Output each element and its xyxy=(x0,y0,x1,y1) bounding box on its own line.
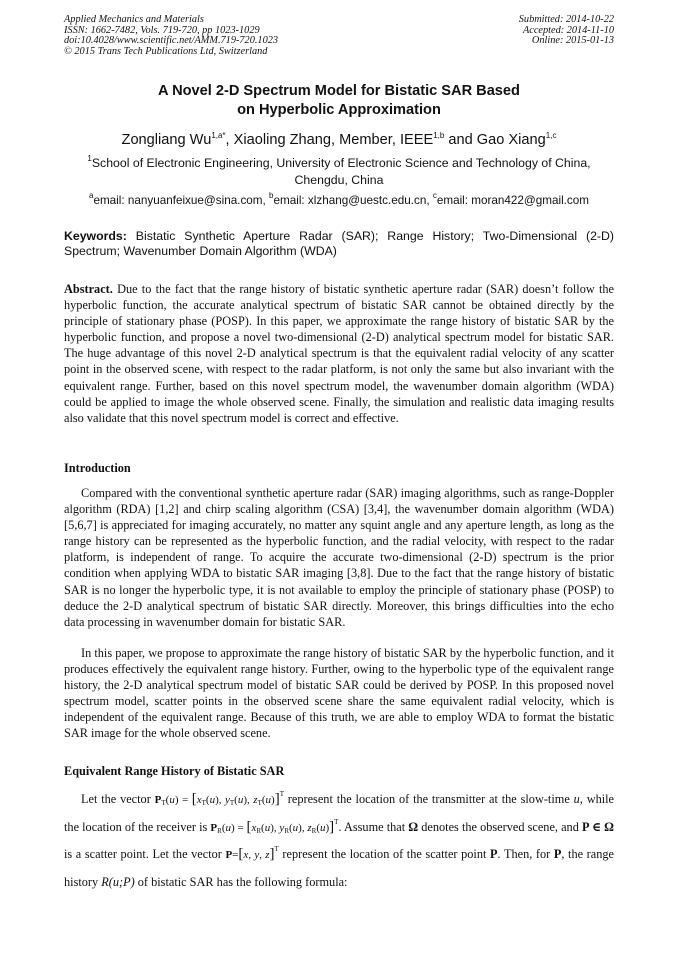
text-run: represent the location of the transmitter at the slow-time xyxy=(283,792,574,806)
receiver-vector-formula: $P_R(u) = [x_R(u)$, $y_R(u)$, $z_R(u)]^T$ xyxy=(210,817,339,835)
abstract-text: Due to the fact that the range history of bistatic synthetic aperture radar (SAR) doesn’t follow the hyperbolic function, the accurate analytical spectrum of bistatic SAR cannot be obtained directly by the principle of stationary phase (POSP). In this paper, we approximate the range history of bistatic SAR by the hyperbolic function, and propose a novel two-dimensional (2-D) analytical spectrum model for bistatic SAR. The huge advantage of this novel 2-D analytical spectrum is that the equivalent radial velocity of any scatter point in the observed scene, with respect to the radar platform, is not only the same but also invariant with the equivalent range. Further, based on this novel spectrum model, the wavenumber domain algorithm (WDA) could be applied to image the whole observed scene. Finally, the simulation and realistic data imaging results also validate that this novel spectrum model is correct and effective. xyxy=(64,282,614,425)
text-run: Let the vector xyxy=(81,792,155,806)
introduction-paragraph-2: In this paper, we propose to approximate the range history of bistatic SAR by the hyperbolic function, and it produces effectively the equivalent range history. Further, owing to the hyperbolic type of the equivalent range history, the 2-D analytical spectrum model of bistatic SAR could be derived by POSP. In this proposed novel spectrum model, scatter points in the observed scene share the same equivalent radial velocity, which is independent of the equivalent range. Because of this truth, we are able to employ WDA to format the bistatic SAR image for the whole observed scene. xyxy=(64,646,614,741)
abstract-label: Abstract. xyxy=(64,282,113,296)
author-2: , Xiaoling Zhang, Member, IEEE xyxy=(225,132,434,148)
author-list xyxy=(40,130,638,150)
abstract xyxy=(64,281,614,426)
section-paragraph-equivalent-range xyxy=(64,786,614,895)
journal-doi: doi:10.4028/www.scientific.net/AMM.719-720.1023 xyxy=(64,35,279,47)
journal-issn: ISSN: 1662-7482, Vols. 719-720, pp 1023-1029 xyxy=(64,24,260,36)
email-c: email: moran422@gmail.com xyxy=(436,194,589,207)
affiliation-text: School of Electronic Engineering, University of Electronic Science and Technology of China, Chengdu, China xyxy=(91,156,591,187)
symbol-u: u xyxy=(573,792,580,806)
journal-header xyxy=(64,15,278,57)
date-submitted: Submitted: 2014-10-22 xyxy=(518,14,614,25)
affiliation xyxy=(64,155,614,188)
symbol-p: P xyxy=(490,847,498,861)
keywords-label: Keywords: xyxy=(64,229,127,243)
journal-name: Applied Mechanics and Materials xyxy=(64,14,204,25)
title-line-2: on Hyperbolic Approximation xyxy=(237,102,441,118)
section-heading-equivalent-range: Equivalent Range History of Bistatic SAR xyxy=(64,764,285,778)
keywords xyxy=(64,229,614,260)
symbol-p-in-omega: P ∈ Ω xyxy=(581,819,615,834)
author-emails xyxy=(40,191,638,208)
text-run: denotes the observed scene, and xyxy=(418,819,582,834)
email-b-sup: b xyxy=(269,191,274,200)
journal-copyright: © 2015 Trans Tech Publications Ltd, Switzerland xyxy=(64,45,268,57)
text-run: , the range history xyxy=(64,847,614,889)
author-3: and Gao Xiang xyxy=(444,132,546,148)
email-a: email: nanyuanfeixue@sina.com, xyxy=(93,194,270,207)
introduction-heading: Introduction xyxy=(64,461,131,475)
affiliation-sup: 1 xyxy=(87,154,92,163)
author-3-sup: 1,c xyxy=(545,131,557,140)
date-accepted: Accepted: 2014-11-10 xyxy=(522,24,614,36)
text-run: represent the location of the scatter point xyxy=(278,847,490,861)
text-run: of bistatic SAR has the following formula: xyxy=(134,874,348,889)
symbol-omega: Ω xyxy=(408,819,419,834)
date-online: Online: 2015-01-13 xyxy=(531,35,614,47)
scatter-vector-formula: P=[x, y, z]$^T$ xyxy=(225,845,279,862)
author-2-sup: 1,b xyxy=(433,131,445,140)
email-a-sup: a xyxy=(88,191,94,200)
submission-dates xyxy=(519,15,614,47)
email-c-sup: c xyxy=(432,191,437,200)
text-run: . Assume that xyxy=(338,819,409,834)
symbol-range-history: R(u;P) xyxy=(101,874,135,889)
text-run: is a scatter point. Let the vector xyxy=(64,847,226,861)
keywords-text: Bistatic Synthetic Aperture Radar (SAR); Range History; Two-Dimensional (2-D) Spectrum; Wavenumber Domain Algorithm (WDA) xyxy=(64,229,614,259)
text-run: , while the location of the receiver is xyxy=(64,792,615,834)
email-b: email: xlzhang@uestc.edu.cn, xyxy=(273,194,433,207)
author-1: Zongliang Wu xyxy=(121,132,212,148)
author-1-sup: 1,a* xyxy=(211,131,226,140)
title-line-1: A Novel 2-D Spectrum Model for Bistatic SAR Based xyxy=(158,83,520,99)
introduction-paragraph-1: Compared with the conventional synthetic aperture radar (SAR) imaging algorithms, such as range-Doppler algorithm (RDA) [1,2] and chirp scaling algorithm (CSA) [3,4], the wavenumber domain algorithm (WDA) [5,6,7] is appreciated for imaging accurately, no matter any squint angle and any aperture length, as long as the range history can be represented as the hyperbolic function, and the radial velocity, with respect to the radar platform, is independent of range. To acquire the accurate two-dimensional (2-D) spectrum is the prior condition when applying WDA to bistatic SAR imaging [3,8]. Due to the fact that the range history of bistatic SAR is no longer the hyperbolic type, it is not available to employ the principle of stationary phase (POSP) to deduce the 2-D analytical spectrum of bistatic SAR directly. Moreover, this brings difficulties into the echo data processing in wavenumber domain for bistatic SAR. xyxy=(64,486,614,629)
text-run: . Then, for xyxy=(497,847,554,861)
paper-title xyxy=(64,82,614,120)
transmitter-vector-formula: $P_T(u) = [x_T(u)$, $y_T(u)$, $z_T(u)]^T$ xyxy=(154,790,284,807)
symbol-p: P xyxy=(553,847,562,861)
